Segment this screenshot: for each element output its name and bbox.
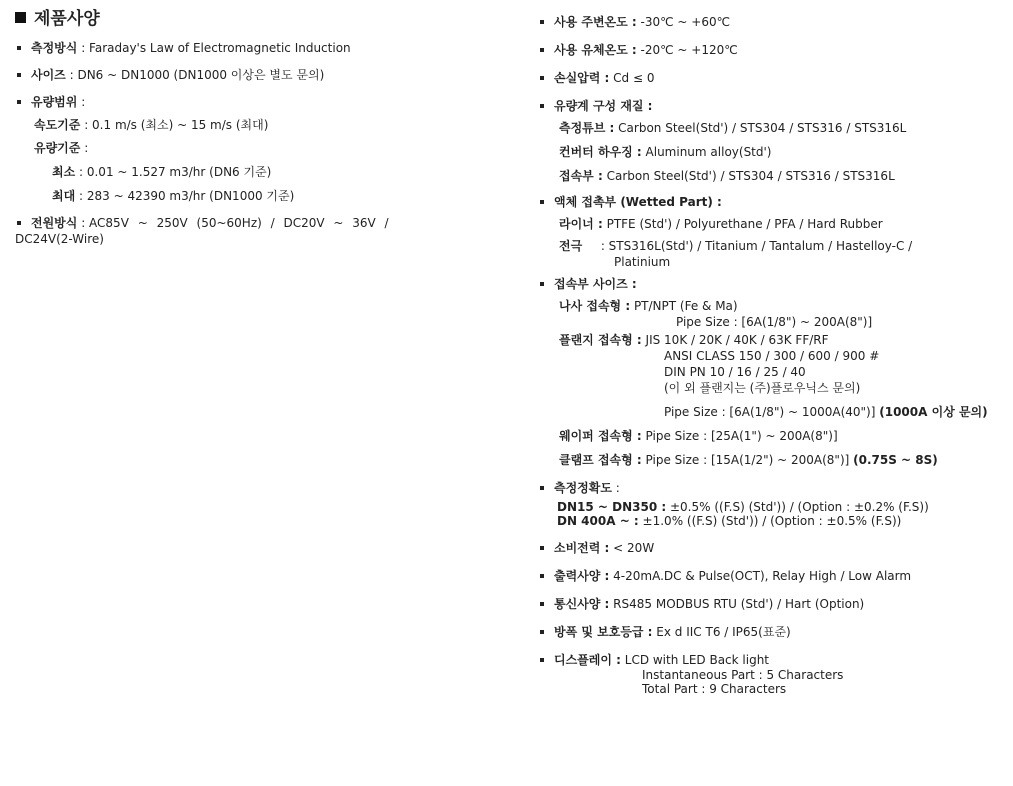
spec-power: 전원방식 : AC85V ~ 250V (50~60Hz) / DC20V ~ 36V / xyxy=(15,215,455,231)
spec-measurement-method: 측정방식 : Faraday's Law of Electromagnetic Induction xyxy=(15,40,455,56)
bullet-icon xyxy=(540,630,544,634)
spec-explosion-protection: 방폭 및 보호등급 : Ex d IIC T6 / IP65(표준) xyxy=(538,624,1008,640)
bullet-icon xyxy=(17,221,21,225)
bullet-icon xyxy=(540,602,544,606)
bullet-icon xyxy=(540,574,544,578)
conn-thread-pipe: Pipe Size : [6A(1/8") ~ 200A(8")] xyxy=(676,315,873,329)
spec-ambient-temp: 사용 주변온도 : -30℃ ~ +60℃ xyxy=(538,14,1008,30)
material-housing: 컨버터 하우징 : Aluminum alloy(Std') xyxy=(559,145,772,159)
conn-flange-note: (이 외 플랜지는 (주)플로우닉스 문의) xyxy=(664,381,861,395)
display-instantaneous: Instantaneous Part : 5 Characters xyxy=(642,668,844,682)
bullet-icon xyxy=(540,104,544,108)
bullet-icon xyxy=(17,73,21,77)
conn-flange-din: DIN PN 10 / 16 / 25 / 40 xyxy=(664,365,806,379)
spec-materials: 유량계 구성 재질 : xyxy=(538,98,1008,114)
spec-communication: 통신사양 : RS485 MODBUS RTU (Std') / Hart (Option) xyxy=(538,596,1008,612)
spec-size: 사이즈 : DN6 ~ DN1000 (DN1000 이상은 별도 문의) xyxy=(15,67,455,83)
spec-connection-size: 접속부 사이즈 : xyxy=(538,276,1008,292)
flow-max: 최대 : 283 ~ 42390 m3/hr (DN1000 기준) xyxy=(52,189,295,203)
bullet-icon xyxy=(17,100,21,104)
bullet-icon xyxy=(540,76,544,80)
flow-rate: 유량기준 : xyxy=(34,141,89,155)
spec-fluid-temp: 사용 유체온도 : -20℃ ~ +120℃ xyxy=(538,42,1008,58)
material-connection: 접속부 : Carbon Steel(Std') / STS304 / STS316 / STS316L xyxy=(559,169,895,183)
spec-pressure-loss: 손실압력 : Cd ≤ 0 xyxy=(538,70,1008,86)
bullet-icon xyxy=(540,546,544,550)
accuracy-line1: DN15 ~ DN350 : ±0.5% ((F.S) (Std')) / (Option : ±0.2% (F.S)) xyxy=(557,500,929,514)
conn-clamp: 클램프 접속형 : Pipe Size : [15A(1/2") ~ 200A(8")] (0.75S ~ 8S) xyxy=(559,453,938,467)
wetted-electrode-line2: Platinium xyxy=(614,255,671,269)
wetted-liner: 라이너 : PTFE (Std') / Polyurethane / PFA / Hard Rubber xyxy=(559,217,883,231)
bullet-icon xyxy=(540,20,544,24)
flow-min: 최소 : 0.01 ~ 1.527 m3/hr (DN6 기준) xyxy=(52,165,272,179)
spec-flow-range: 유량범위 : xyxy=(15,94,455,110)
square-bullet-icon xyxy=(15,12,26,23)
spec-output: 출력사양 : 4-20mA.DC & Pulse(OCT), Relay High / Low Alarm xyxy=(538,568,1008,584)
spec-display: 디스플레이 : LCD with LED Back light xyxy=(538,652,1008,668)
spec-power-consumption: 소비전력 : < 20W xyxy=(538,540,1008,556)
section-title xyxy=(15,4,455,29)
bullet-icon xyxy=(540,48,544,52)
conn-wafer: 웨이퍼 접속형 : Pipe Size : [25A(1") ~ 200A(8")] xyxy=(559,429,838,443)
bullet-icon xyxy=(540,200,544,204)
conn-flange-pipe: Pipe Size : [6A(1/8") ~ 1000A(40")] (1000A 이상 문의) xyxy=(664,405,988,419)
material-tube: 측정튜브 : Carbon Steel(Std') / STS304 / STS316 / STS316L xyxy=(559,121,907,135)
wetted-electrode: 전극 : STS316L(Std') / Titanium / Tantalum / Hastelloy-C / xyxy=(559,239,913,253)
display-total: Total Part : 9 Characters xyxy=(642,682,787,696)
bullet-icon xyxy=(540,282,544,286)
conn-flange-ansi: ANSI CLASS 150 / 300 / 600 / 900 # xyxy=(664,349,880,363)
bullet-icon xyxy=(17,46,21,50)
spec-power-line2: DC24V(2-Wire) xyxy=(15,232,104,246)
section-title-text: 제품사양 xyxy=(34,9,100,29)
spec-accuracy: 측정정확도 : xyxy=(538,480,1008,496)
flow-speed: 속도기준 : 0.1 m/s (최소) ~ 15 m/s (최대) xyxy=(34,118,269,132)
bullet-icon xyxy=(540,658,544,662)
spec-wetted-part: 액체 접촉부 (Wetted Part) : xyxy=(538,194,1008,210)
left-column xyxy=(15,0,455,247)
right-column xyxy=(538,0,1008,696)
accuracy-line2: DN 400A ~ : ±1.0% ((F.S) (Std')) / (Option : ±0.5% (F.S)) xyxy=(557,514,902,528)
bullet-icon xyxy=(540,486,544,490)
conn-flange: 플랜지 접속형 : JIS 10K / 20K / 40K / 63K FF/RF xyxy=(559,333,829,347)
conn-thread: 나사 접속형 : PT/NPT (Fe & Ma) xyxy=(559,299,738,313)
